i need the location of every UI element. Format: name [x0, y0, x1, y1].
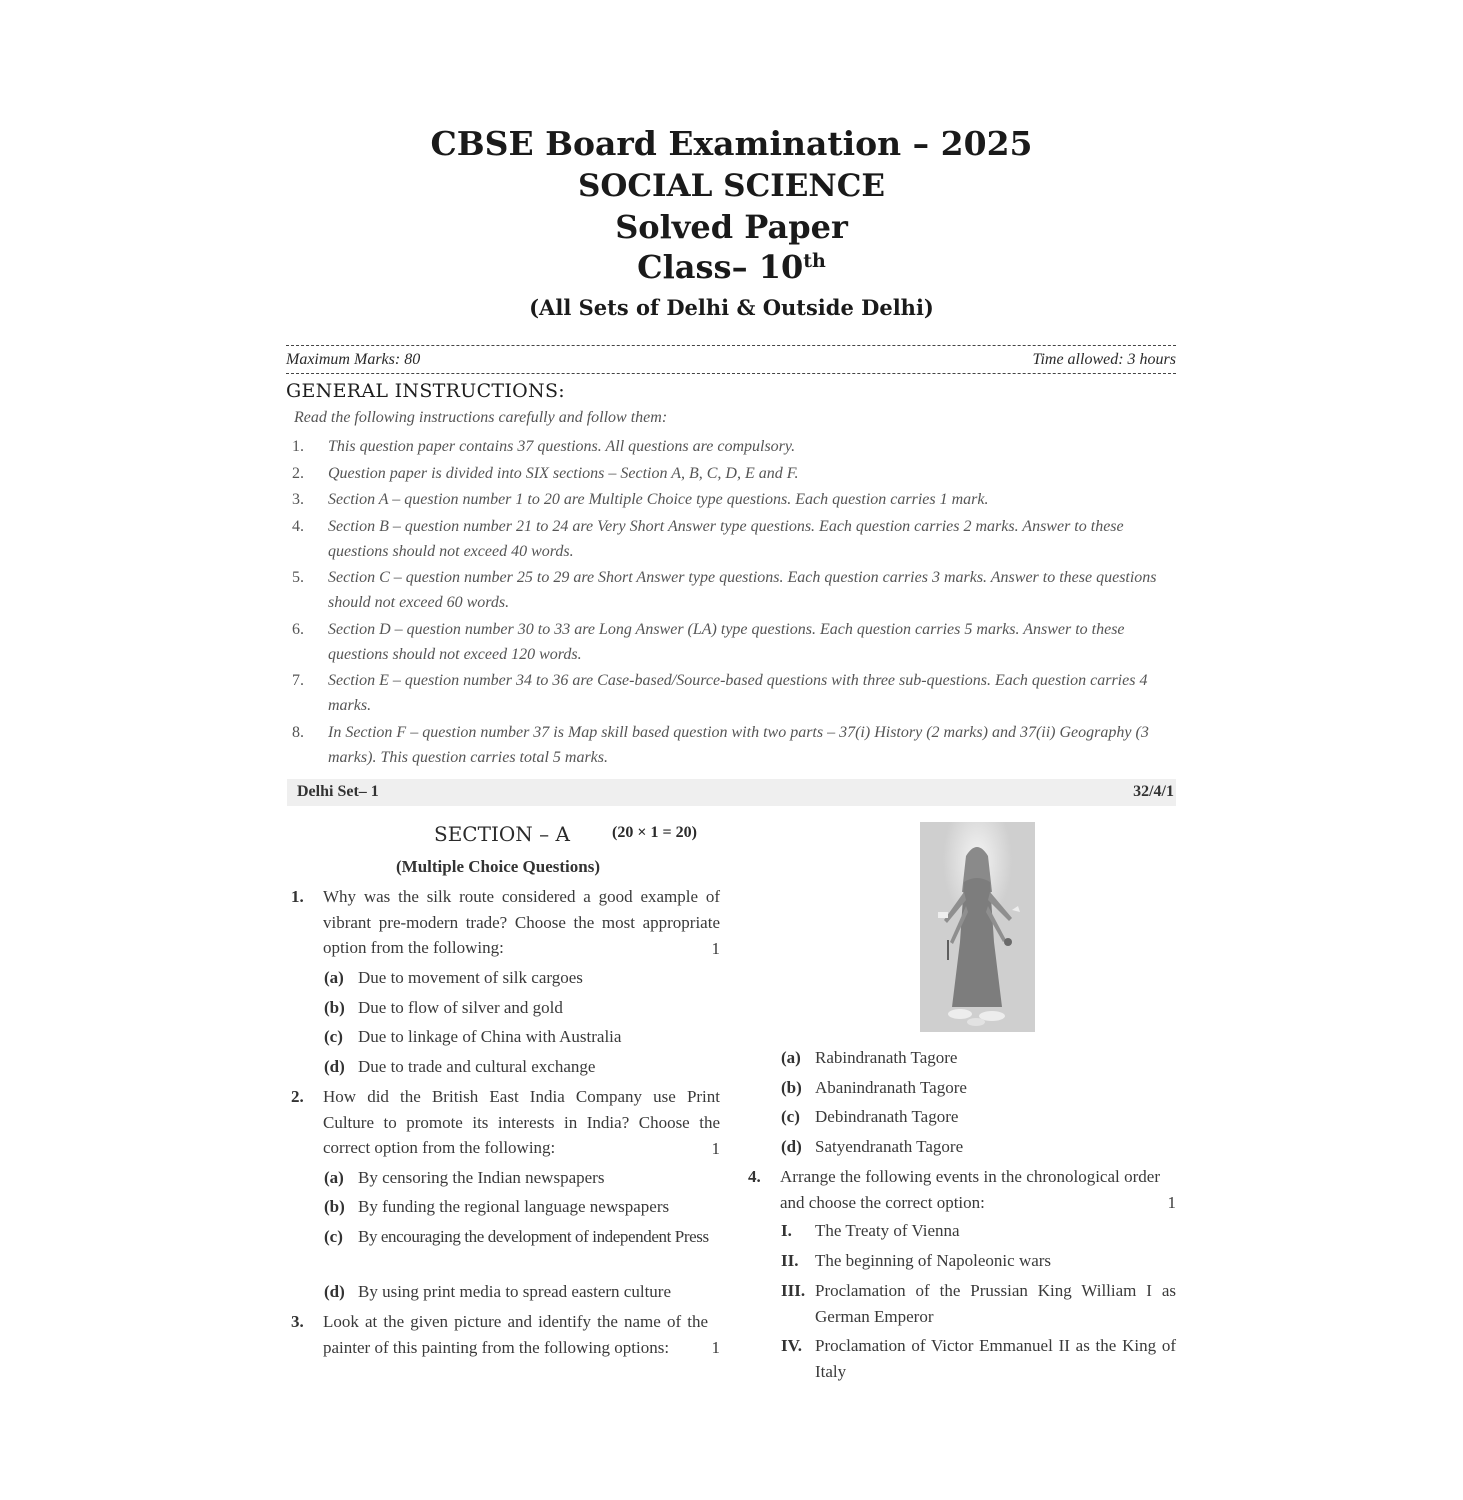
option-label: (b)	[324, 1197, 345, 1216]
option-label: II.	[781, 1251, 799, 1270]
question-text: How did the British East India Company use Print Culture to promote its interests in India? Choose the correct option from the following:	[323, 1087, 720, 1157]
instruction-item	[292, 617, 1176, 667]
question-mark: 1	[711, 1138, 720, 1158]
instruction-item	[292, 487, 1176, 512]
instructions-intro: Read the following instructions carefully and follow them:	[294, 409, 668, 426]
option-text: By using print media to spread eastern culture	[358, 1282, 671, 1301]
question-mark: 1	[711, 938, 720, 958]
max-marks: Maximum Marks: 80	[286, 351, 421, 368]
instruction-item	[292, 565, 1176, 615]
option-label: (c)	[324, 1027, 343, 1046]
paper-type-title: Solved Paper	[615, 208, 848, 246]
option-text: Due to flow of silver and gold	[358, 998, 563, 1017]
option-label: III.	[781, 1281, 806, 1300]
option-label: (d)	[324, 1282, 345, 1301]
time-allowed: Time allowed: 3 hours	[1032, 351, 1176, 368]
instruction-item	[292, 434, 1176, 459]
dashed-divider	[286, 373, 1176, 374]
option-text: Satyendranath Tagore	[815, 1137, 964, 1156]
instructions-list	[292, 434, 1176, 771]
option-label: (c)	[324, 1227, 343, 1246]
instruction-number: 1.	[292, 438, 304, 455]
option-label: I.	[781, 1221, 792, 1240]
option-text: Due to linkage of China with Australia	[358, 1027, 622, 1046]
option-label: (a)	[781, 1048, 801, 1067]
instruction-number: 8.	[292, 723, 304, 741]
option-label: IV.	[781, 1336, 802, 1355]
option-text: By encouraging the development of independent Press	[358, 1227, 709, 1246]
instruction-number: 3.	[292, 491, 304, 508]
question-3	[291, 1309, 720, 1360]
option-label: (a)	[324, 1168, 344, 1187]
question-text: Why was the silk route considered a good example of vibrant pre-modern trade? Choose the most appropriate option from the following:	[323, 887, 720, 957]
set-code: 32/4/1	[1133, 783, 1174, 800]
instruction-item	[292, 461, 1176, 486]
set-name: Delhi Set– 1	[297, 783, 379, 800]
question-number: 3.	[291, 1312, 304, 1331]
option-text: Abanindranath Tagore	[815, 1078, 967, 1097]
option-label: (b)	[781, 1078, 802, 1097]
instruction-text: Section D – question number 30 to 33 are Long Answer (LA) type questions. Each question carries 5 marks. Answer to these questions should not exceed 120 words.	[328, 620, 1125, 663]
instruction-text: Section E – question number 34 to 36 are Case-based/Source-based questions with three sub-questions. Each question carries 4 marks.	[328, 672, 1148, 714]
subject-title: SOCIAL SCIENCE	[577, 168, 886, 204]
question-mark: 1	[1167, 1192, 1176, 1212]
question-number: 2.	[291, 1087, 304, 1106]
sets-subtitle: (All Sets of Delhi & Outside Delhi)	[529, 295, 934, 320]
instruction-number: 7.	[292, 672, 304, 689]
instruction-number: 4.	[292, 517, 304, 535]
section-title: SECTION – A	[434, 822, 570, 846]
set-bar	[287, 779, 1176, 806]
question-1	[291, 884, 720, 961]
instruction-number: 5.	[292, 569, 304, 586]
option-text: Rabindranath Tagore	[815, 1048, 958, 1067]
option-label: (d)	[781, 1137, 802, 1156]
instruction-text: Section A – question number 1 to 20 are Multiple Choice type questions. Each question carries 1 mark.	[328, 491, 989, 508]
instruction-item	[292, 668, 1176, 718]
option-text: Debindranath Tagore	[815, 1107, 959, 1126]
instruction-text: Question paper is divided into SIX sections – Section A, B, C, D, E and F.	[328, 464, 799, 482]
question-number: 1.	[291, 887, 304, 906]
instruction-number: 2.	[292, 464, 304, 482]
option-label: (b)	[324, 998, 345, 1017]
question-4	[748, 1164, 1176, 1215]
instruction-item	[292, 720, 1176, 770]
option-text: Due to trade and cultural exchange	[358, 1057, 596, 1076]
instruction-text: In Section F – question number 37 is Map skill based question with two parts – 37(i) History (2 marks) and 37(ii) Geography (3 marks). This question carries total 5 marks.	[328, 723, 1149, 766]
option-text: By censoring the Indian newspapers	[358, 1168, 605, 1187]
dashed-divider	[286, 345, 1176, 346]
option-label: (a)	[324, 968, 344, 987]
bharat-mata-painting-icon	[920, 822, 1035, 1032]
class-title: Class– 10th	[637, 248, 826, 286]
question-number: 4.	[748, 1167, 761, 1186]
option-label: (d)	[324, 1057, 345, 1076]
marks-time-row	[286, 351, 1176, 373]
question-text: Arrange the following events in the chronological order and choose the correct option:	[780, 1167, 1160, 1212]
instruction-text: Section C – question number 25 to 29 are Short Answer type questions. Each question carries 3 marks. Answer to these questions should not exceed 60 words.	[328, 569, 1157, 611]
option-text: Proclamation of Victor Emmanuel II as the King of Italy	[815, 1336, 1176, 1381]
instructions-heading: GENERAL INSTRUCTIONS:	[286, 380, 565, 402]
painting-image	[920, 822, 1035, 1032]
exam-title: CBSE Board Examination – 2025	[430, 124, 1033, 163]
instruction-number: 6.	[292, 620, 304, 638]
option-text: The beginning of Napoleonic wars	[815, 1251, 1052, 1270]
instruction-item	[292, 514, 1176, 564]
option-text: By funding the regional language newspapers	[358, 1197, 670, 1216]
instruction-text: This question paper contains 37 questions. All questions are compulsory.	[328, 438, 796, 455]
question-text: Look at the given picture and identify the name of the painter of this painting from the following options:	[323, 1312, 708, 1357]
option-label: (c)	[781, 1107, 800, 1126]
option-text: Proclamation of the Prussian King William I as German Emperor	[815, 1281, 1176, 1326]
section-marks: (20 × 1 = 20)	[612, 824, 697, 841]
instruction-text: Section B – question number 21 to 24 are Very Short Answer type questions. Each question carries 2 marks. Answer to these questions should not exceed 40 words.	[328, 517, 1124, 560]
section-subtitle: (Multiple Choice Questions)	[396, 857, 600, 876]
option-text: The Treaty of Vienna	[815, 1221, 960, 1240]
question-mark: 1	[711, 1337, 720, 1357]
option-text: Due to movement of silk cargoes	[358, 968, 583, 987]
question-2	[291, 1084, 720, 1161]
